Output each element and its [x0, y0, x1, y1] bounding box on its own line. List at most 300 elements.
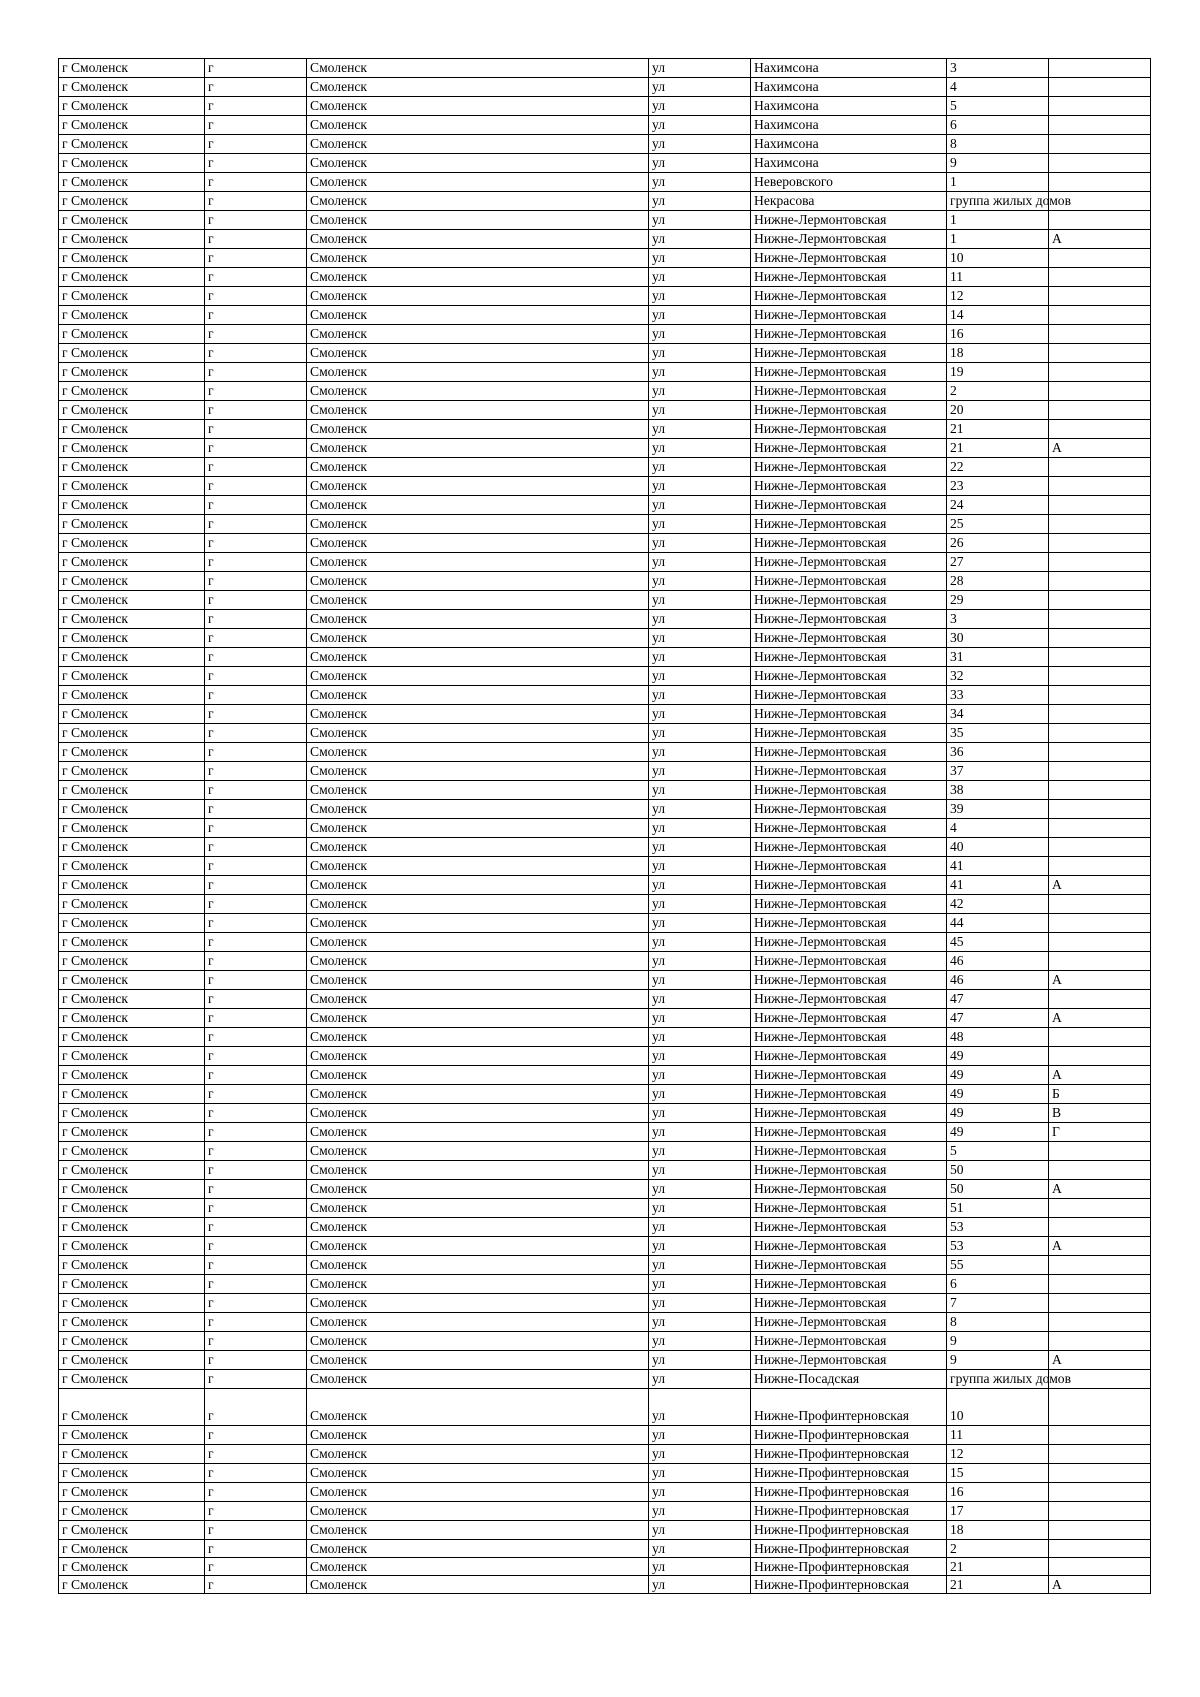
table-row [59, 59, 1151, 78]
locality-cell: Смоленск [307, 591, 649, 610]
table-row [59, 97, 1151, 116]
street-cell: Нахимсона [751, 135, 947, 154]
city-cell: г Смоленск [59, 1389, 205, 1426]
house-number-cell: 53 [947, 1237, 1049, 1256]
street-type-cell: ул [649, 1294, 751, 1313]
locality-type-cell: г [205, 648, 307, 667]
locality-type-cell: г [205, 287, 307, 306]
street-type-cell: ул [649, 1180, 751, 1199]
locality-type-cell: г [205, 458, 307, 477]
street-cell: Нижне-Лермонтовская [751, 971, 947, 990]
locality-cell: Смоленск [307, 1483, 649, 1502]
city-cell: г Смоленск [59, 1370, 205, 1389]
building-letter-cell: А [1049, 971, 1151, 990]
locality-cell: Смоленск [307, 629, 649, 648]
street-cell: Нижне-Профинтерновская [751, 1426, 947, 1445]
locality-type-cell: г [205, 781, 307, 800]
street-type-cell: ул [649, 1237, 751, 1256]
building-letter-cell [1049, 1256, 1151, 1275]
street-cell: Нижне-Лермонтовская [751, 648, 947, 667]
city-cell: г Смоленск [59, 800, 205, 819]
locality-cell: Смоленск [307, 667, 649, 686]
street-type-cell: ул [649, 477, 751, 496]
locality-cell: Смоленск [307, 686, 649, 705]
house-number-cell: 46 [947, 952, 1049, 971]
building-letter-cell [1049, 135, 1151, 154]
street-cell: Нижне-Лермонтовская [751, 363, 947, 382]
house-number-cell: 5 [947, 1142, 1049, 1161]
building-letter-cell [1049, 990, 1151, 1009]
street-cell: Нижне-Профинтерновская [751, 1483, 947, 1502]
table-row [59, 1389, 1151, 1426]
house-number-cell: 38 [947, 781, 1049, 800]
house-number-cell: 33 [947, 686, 1049, 705]
street-cell: Нижне-Лермонтовская [751, 211, 947, 230]
locality-type-cell: г [205, 382, 307, 401]
locality-type-cell: г [205, 1028, 307, 1047]
house-number-cell: 4 [947, 78, 1049, 97]
house-number-cell: 1 [947, 173, 1049, 192]
locality-cell: Смоленск [307, 382, 649, 401]
city-cell: г Смоленск [59, 1142, 205, 1161]
table-row [59, 268, 1151, 287]
table-row [59, 819, 1151, 838]
locality-type-cell: г [205, 819, 307, 838]
house-number-cell: 25 [947, 515, 1049, 534]
street-cell: Нижне-Лермонтовская [751, 686, 947, 705]
city-cell: г Смоленск [59, 1464, 205, 1483]
city-cell: г Смоленск [59, 1104, 205, 1123]
locality-type-cell: г [205, 401, 307, 420]
building-letter-cell [1049, 306, 1151, 325]
building-letter-cell [1049, 1502, 1151, 1521]
house-number-cell: 14 [947, 306, 1049, 325]
street-cell: Нижне-Профинтерновская [751, 1521, 947, 1540]
table-row [59, 1142, 1151, 1161]
table-row [59, 135, 1151, 154]
street-type-cell: ул [649, 1502, 751, 1521]
locality-cell: Смоленск [307, 800, 649, 819]
locality-cell: Смоленск [307, 230, 649, 249]
building-letter-cell [1049, 211, 1151, 230]
street-type-cell: ул [649, 287, 751, 306]
city-cell: г Смоленск [59, 629, 205, 648]
house-number-cell: 44 [947, 914, 1049, 933]
city-cell: г Смоленск [59, 1540, 205, 1558]
locality-type-cell: г [205, 439, 307, 458]
house-number-cell: 27 [947, 553, 1049, 572]
street-type-cell: ул [649, 59, 751, 78]
building-letter-cell [1049, 591, 1151, 610]
street-cell: Нижне-Лермонтовская [751, 420, 947, 439]
house-number-cell: 2 [947, 382, 1049, 401]
street-type-cell: ул [649, 496, 751, 515]
locality-cell: Смоленск [307, 1294, 649, 1313]
house-number-cell: 7 [947, 1294, 1049, 1313]
street-cell: Нахимсона [751, 154, 947, 173]
locality-type-cell: г [205, 1464, 307, 1483]
locality-type-cell: г [205, 800, 307, 819]
locality-cell: Смоленск [307, 420, 649, 439]
table-row [59, 800, 1151, 819]
street-cell: Нижне-Лермонтовская [751, 1142, 947, 1161]
locality-cell: Смоленск [307, 1256, 649, 1275]
table-row [59, 249, 1151, 268]
locality-cell: Смоленск [307, 1502, 649, 1521]
table-row [59, 192, 1151, 211]
building-letter-cell [1049, 1558, 1151, 1576]
city-cell: г Смоленск [59, 610, 205, 629]
building-letter-cell [1049, 1483, 1151, 1502]
city-cell: г Смоленск [59, 1066, 205, 1085]
street-type-cell: ул [649, 534, 751, 553]
table-row [59, 1464, 1151, 1483]
building-letter-cell [1049, 382, 1151, 401]
city-cell: г Смоленск [59, 496, 205, 515]
street-cell: Нижне-Профинтерновская [751, 1464, 947, 1483]
city-cell: г Смоленск [59, 268, 205, 287]
locality-type-cell: г [205, 591, 307, 610]
city-cell: г Смоленск [59, 743, 205, 762]
locality-type-cell: г [205, 1370, 307, 1389]
address-table [58, 58, 1151, 1594]
city-cell: г Смоленск [59, 686, 205, 705]
house-number-cell: 16 [947, 1483, 1049, 1502]
house-number-cell: 11 [947, 1426, 1049, 1445]
locality-cell: Смоленск [307, 458, 649, 477]
street-cell: Нижне-Лермонтовская [751, 1009, 947, 1028]
house-number-cell: 41 [947, 876, 1049, 895]
city-cell: г Смоленск [59, 230, 205, 249]
locality-cell: Смоленск [307, 173, 649, 192]
street-cell: Нижне-Лермонтовская [751, 553, 947, 572]
address-table-sheet [58, 58, 1150, 1594]
street-type-cell: ул [649, 1123, 751, 1142]
house-number-cell: 15 [947, 1464, 1049, 1483]
city-cell: г Смоленск [59, 990, 205, 1009]
table-row [59, 1256, 1151, 1275]
table-row [59, 876, 1151, 895]
locality-cell: Смоленск [307, 1237, 649, 1256]
locality-cell: Смоленск [307, 990, 649, 1009]
street-type-cell: ул [649, 268, 751, 287]
building-letter-cell [1049, 97, 1151, 116]
locality-cell: Смоленск [307, 1389, 649, 1426]
street-cell: Нижне-Лермонтовская [751, 895, 947, 914]
city-cell: г Смоленск [59, 933, 205, 952]
building-letter-cell [1049, 154, 1151, 173]
building-letter-cell [1049, 1464, 1151, 1483]
street-type-cell: ул [649, 1218, 751, 1237]
table-row [59, 914, 1151, 933]
street-type-cell: ул [649, 382, 751, 401]
city-cell: г Смоленск [59, 211, 205, 230]
locality-cell: Смоленск [307, 192, 649, 211]
street-type-cell: ул [649, 211, 751, 230]
locality-type-cell: г [205, 705, 307, 724]
street-type-cell: ул [649, 876, 751, 895]
locality-cell: Смоленск [307, 325, 649, 344]
table-row [59, 1085, 1151, 1104]
table-row [59, 116, 1151, 135]
street-cell: Нижне-Лермонтовская [751, 344, 947, 363]
street-cell: Нижне-Профинтерновская [751, 1558, 947, 1576]
table-row [59, 1313, 1151, 1332]
table-row [59, 1294, 1151, 1313]
building-letter-cell [1049, 1218, 1151, 1237]
building-letter-cell [1049, 705, 1151, 724]
street-type-cell: ул [649, 895, 751, 914]
locality-type-cell: г [205, 230, 307, 249]
street-type-cell: ул [649, 971, 751, 990]
building-letter-cell [1049, 401, 1151, 420]
house-number-cell: 3 [947, 610, 1049, 629]
locality-cell: Смоленск [307, 1521, 649, 1540]
locality-type-cell: г [205, 116, 307, 135]
street-cell: Нижне-Лермонтовская [751, 743, 947, 762]
locality-type-cell: г [205, 1047, 307, 1066]
building-letter-cell [1049, 325, 1151, 344]
city-cell: г Смоленск [59, 287, 205, 306]
street-type-cell: ул [649, 667, 751, 686]
house-number-cell: 48 [947, 1028, 1049, 1047]
locality-cell: Смоленск [307, 1426, 649, 1445]
locality-cell: Смоленск [307, 876, 649, 895]
street-type-cell: ул [649, 1256, 751, 1275]
city-cell: г Смоленск [59, 363, 205, 382]
table-row [59, 534, 1151, 553]
building-letter-cell [1049, 914, 1151, 933]
table-row [59, 363, 1151, 382]
street-cell: Нижне-Лермонтовская [751, 1256, 947, 1275]
building-letter-cell [1049, 724, 1151, 743]
house-number-cell: 39 [947, 800, 1049, 819]
locality-type-cell: г [205, 325, 307, 344]
building-letter-cell [1049, 287, 1151, 306]
table-row [59, 1521, 1151, 1540]
locality-type-cell: г [205, 97, 307, 116]
street-cell: Нижне-Лермонтовская [751, 933, 947, 952]
house-number-cell: группа жилых домов [947, 192, 1049, 211]
street-type-cell: ул [649, 306, 751, 325]
locality-cell: Смоленск [307, 1142, 649, 1161]
locality-cell: Смоленск [307, 515, 649, 534]
house-number-cell: 37 [947, 762, 1049, 781]
table-row [59, 648, 1151, 667]
street-cell: Нижне-Лермонтовская [751, 572, 947, 591]
locality-cell: Смоленск [307, 933, 649, 952]
table-row [59, 515, 1151, 534]
locality-cell: Смоленск [307, 78, 649, 97]
street-type-cell: ул [649, 933, 751, 952]
street-cell: Нижне-Лермонтовская [751, 1161, 947, 1180]
table-row [59, 610, 1151, 629]
city-cell: г Смоленск [59, 1445, 205, 1464]
locality-cell: Смоленск [307, 1066, 649, 1085]
house-number-cell: 36 [947, 743, 1049, 762]
street-type-cell: ул [649, 401, 751, 420]
locality-type-cell: г [205, 724, 307, 743]
street-cell: Нижне-Лермонтовская [751, 800, 947, 819]
city-cell: г Смоленск [59, 515, 205, 534]
house-number-cell: 47 [947, 1009, 1049, 1028]
building-letter-cell: А [1049, 1576, 1151, 1594]
building-letter-cell [1049, 173, 1151, 192]
building-letter-cell [1049, 1294, 1151, 1313]
city-cell: г Смоленск [59, 724, 205, 743]
house-number-cell: 49 [947, 1066, 1049, 1085]
city-cell: г Смоленск [59, 192, 205, 211]
table-row [59, 1066, 1151, 1085]
street-cell: Нижне-Лермонтовская [751, 724, 947, 743]
city-cell: г Смоленск [59, 154, 205, 173]
street-cell: Нижне-Лермонтовская [751, 819, 947, 838]
house-number-cell: 30 [947, 629, 1049, 648]
house-number-cell: 47 [947, 990, 1049, 1009]
city-cell: г Смоленск [59, 325, 205, 344]
city-cell: г Смоленск [59, 876, 205, 895]
locality-type-cell: г [205, 914, 307, 933]
locality-type-cell: г [205, 971, 307, 990]
building-letter-cell: А [1049, 1237, 1151, 1256]
locality-type-cell: г [205, 211, 307, 230]
table-row [59, 762, 1151, 781]
street-type-cell: ул [649, 1426, 751, 1445]
locality-type-cell: г [205, 553, 307, 572]
locality-cell: Смоленск [307, 1464, 649, 1483]
table-row [59, 705, 1151, 724]
table-row [59, 686, 1151, 705]
city-cell: г Смоленск [59, 1558, 205, 1576]
street-cell: Нижне-Лермонтовская [751, 1199, 947, 1218]
city-cell: г Смоленск [59, 420, 205, 439]
building-letter-cell [1049, 933, 1151, 952]
locality-cell: Смоленск [307, 116, 649, 135]
table-row [59, 629, 1151, 648]
street-type-cell: ул [649, 781, 751, 800]
locality-type-cell: г [205, 1256, 307, 1275]
locality-cell: Смоленск [307, 344, 649, 363]
locality-type-cell: г [205, 1199, 307, 1218]
table-row [59, 1558, 1151, 1576]
locality-type-cell: г [205, 154, 307, 173]
street-type-cell: ул [649, 724, 751, 743]
street-type-cell: ул [649, 192, 751, 211]
city-cell: г Смоленск [59, 458, 205, 477]
city-cell: г Смоленск [59, 1332, 205, 1351]
street-type-cell: ул [649, 1161, 751, 1180]
house-number-cell: 26 [947, 534, 1049, 553]
city-cell: г Смоленск [59, 1351, 205, 1370]
locality-type-cell: г [205, 477, 307, 496]
house-number-cell: 1 [947, 211, 1049, 230]
table-row [59, 458, 1151, 477]
street-type-cell: ул [649, 1445, 751, 1464]
locality-type-cell: г [205, 1445, 307, 1464]
locality-cell: Смоленск [307, 1351, 649, 1370]
house-number-cell: 6 [947, 116, 1049, 135]
house-number-cell: 46 [947, 971, 1049, 990]
street-cell: Нижне-Лермонтовская [751, 610, 947, 629]
street-type-cell: ул [649, 1483, 751, 1502]
street-type-cell: ул [649, 572, 751, 591]
locality-type-cell: г [205, 876, 307, 895]
street-type-cell: ул [649, 1332, 751, 1351]
locality-type-cell: г [205, 1180, 307, 1199]
house-number-cell: 22 [947, 458, 1049, 477]
city-cell: г Смоленск [59, 401, 205, 420]
city-cell: г Смоленск [59, 1028, 205, 1047]
locality-type-cell: г [205, 743, 307, 762]
locality-cell: Смоленск [307, 819, 649, 838]
building-letter-cell [1049, 572, 1151, 591]
table-row [59, 439, 1151, 458]
locality-type-cell: г [205, 173, 307, 192]
locality-cell: Смоленск [307, 971, 649, 990]
building-letter-cell [1049, 838, 1151, 857]
street-type-cell: ул [649, 515, 751, 534]
table-row [59, 1028, 1151, 1047]
street-type-cell: ул [649, 154, 751, 173]
locality-type-cell: г [205, 1085, 307, 1104]
locality-cell: Смоленск [307, 1123, 649, 1142]
locality-type-cell: г [205, 1104, 307, 1123]
house-number-cell: 31 [947, 648, 1049, 667]
building-letter-cell [1049, 1275, 1151, 1294]
locality-cell: Смоленск [307, 743, 649, 762]
building-letter-cell: Г [1049, 1123, 1151, 1142]
city-cell: г Смоленск [59, 306, 205, 325]
building-letter-cell [1049, 116, 1151, 135]
house-number-cell: 50 [947, 1180, 1049, 1199]
building-letter-cell [1049, 952, 1151, 971]
table-row [59, 1218, 1151, 1237]
table-row [59, 1351, 1151, 1370]
city-cell: г Смоленск [59, 1275, 205, 1294]
street-cell: Нахимсона [751, 97, 947, 116]
locality-cell: Смоленск [307, 1445, 649, 1464]
locality-cell: Смоленск [307, 857, 649, 876]
house-number-cell: 50 [947, 1161, 1049, 1180]
house-number-cell: 23 [947, 477, 1049, 496]
building-letter-cell [1049, 1332, 1151, 1351]
locality-cell: Смоленск [307, 1313, 649, 1332]
street-type-cell: ул [649, 743, 751, 762]
locality-cell: Смоленск [307, 762, 649, 781]
street-type-cell: ул [649, 1104, 751, 1123]
house-number-cell: 53 [947, 1218, 1049, 1237]
house-number-cell: 49 [947, 1123, 1049, 1142]
table-row [59, 173, 1151, 192]
locality-cell: Смоленск [307, 1009, 649, 1028]
building-letter-cell [1049, 1521, 1151, 1540]
street-cell: Нижне-Лермонтовская [751, 1047, 947, 1066]
locality-type-cell: г [205, 1389, 307, 1426]
street-cell: Нахимсона [751, 78, 947, 97]
locality-cell: Смоленск [307, 838, 649, 857]
house-number-cell: 11 [947, 268, 1049, 287]
building-letter-cell: Б [1049, 1085, 1151, 1104]
street-cell: Нижне-Лермонтовская [751, 458, 947, 477]
table-row [59, 1502, 1151, 1521]
street-type-cell: ул [649, 230, 751, 249]
city-cell: г Смоленск [59, 1085, 205, 1104]
city-cell: г Смоленск [59, 648, 205, 667]
building-letter-cell: А [1049, 1009, 1151, 1028]
street-cell: Нижне-Лермонтовская [751, 990, 947, 1009]
table-row [59, 1540, 1151, 1558]
street-cell: Нижне-Лермонтовская [751, 591, 947, 610]
